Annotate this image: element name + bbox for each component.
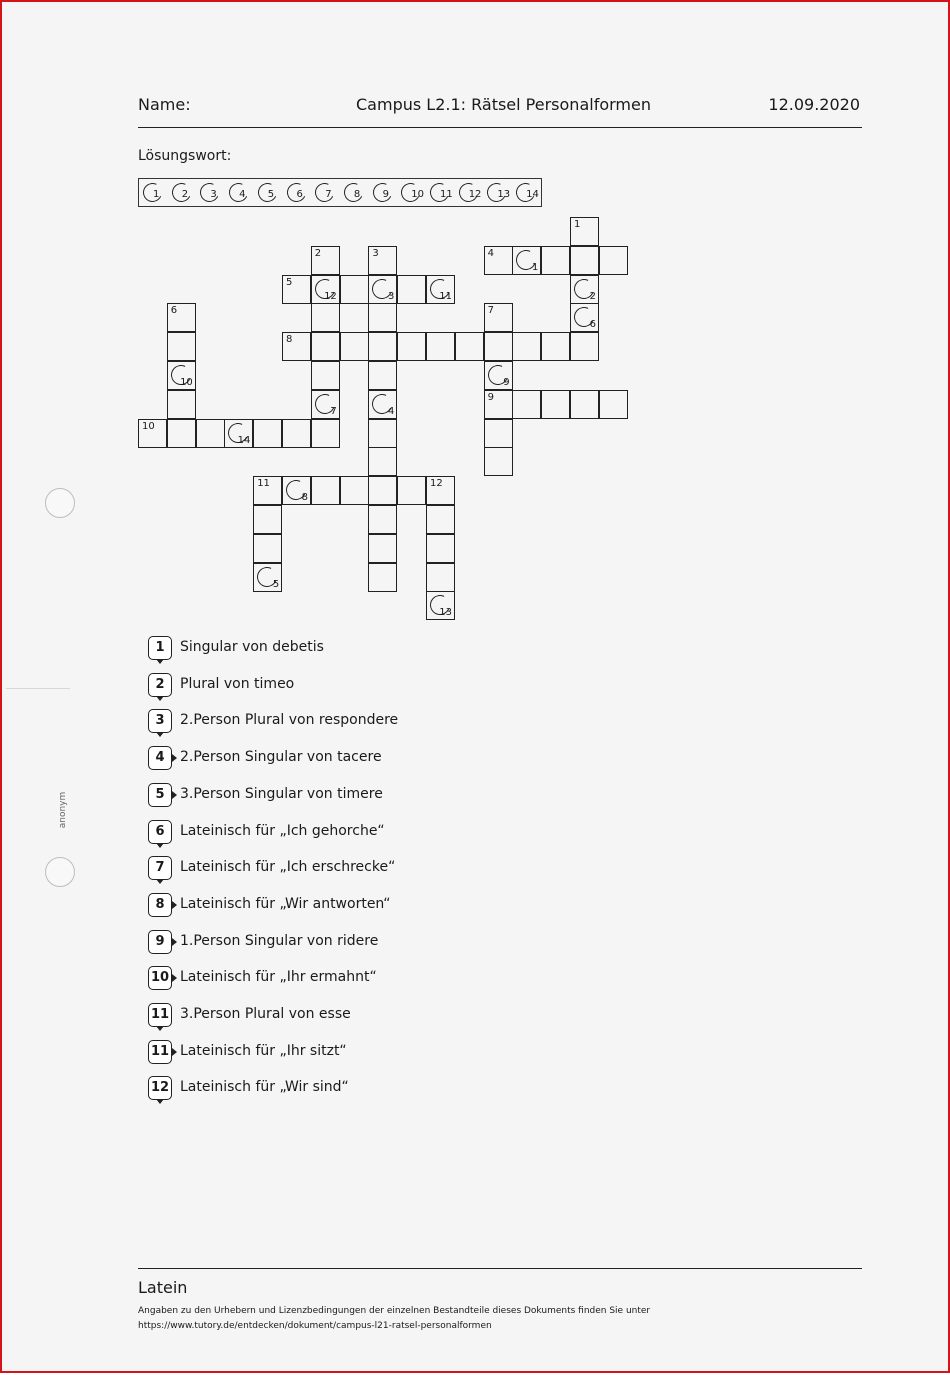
crossword-cell[interactable]	[541, 332, 570, 361]
crossword-cell[interactable]	[368, 332, 397, 361]
crossword-cell[interactable]	[167, 361, 196, 390]
crossword-cell[interactable]	[484, 332, 513, 361]
crossword-cell[interactable]	[311, 419, 340, 448]
crossword-cell[interactable]	[167, 419, 196, 448]
crossword-cell[interactable]	[484, 390, 513, 419]
word-number: 5	[286, 276, 293, 288]
worksheet-date: 12.09.2020	[768, 95, 860, 114]
crossword-cell[interactable]	[138, 419, 167, 448]
clue-item	[148, 673, 548, 699]
crossword-cell[interactable]	[426, 591, 455, 620]
footer-rule	[138, 1268, 862, 1269]
crossword-cell[interactable]	[282, 476, 311, 505]
word-number: 12	[430, 478, 443, 490]
clue-text: 2.Person Plural von respondere	[180, 712, 399, 729]
solution-slot[interactable]	[514, 182, 538, 204]
clue-number-badge: 10	[148, 966, 172, 990]
solution-index: 14	[237, 434, 251, 446]
clue-text: 1.Person Singular von ridere	[180, 932, 379, 949]
crossword-cell[interactable]	[311, 303, 340, 332]
solution-index: 8	[301, 492, 308, 504]
solution-slot[interactable]	[371, 182, 395, 204]
arrow-right-icon	[172, 754, 177, 762]
clue-item	[148, 1076, 548, 1102]
crossword-cell[interactable]	[599, 246, 628, 275]
crossword-cell[interactable]	[311, 390, 340, 419]
crossword-cell[interactable]	[340, 275, 369, 304]
crossword-cell[interactable]	[340, 476, 369, 505]
crossword-cell[interactable]	[484, 447, 513, 476]
solution-slot-number: 11	[440, 189, 453, 200]
solution-slot-number: 7	[325, 189, 332, 200]
solution-index: 5	[272, 578, 280, 590]
crossword-cell[interactable]	[368, 390, 397, 419]
word-number: 10	[142, 420, 155, 432]
footer-note-line2: https://www.tutory.de/entdecken/dokument/campus-l21-ratsel-personalformen	[138, 1321, 492, 1331]
crossword-cell[interactable]	[368, 447, 397, 476]
solution-slot-number: 13	[497, 189, 511, 200]
crossword-cell[interactable]	[368, 534, 397, 563]
clue-text: Plural von timeo	[180, 675, 295, 692]
solution-circle-icon	[312, 276, 338, 302]
solution-index: 7	[330, 405, 337, 417]
crossword-cell[interactable]	[426, 534, 455, 563]
solution-label: Lösungswort:	[138, 148, 232, 164]
solution-slot-number: 2	[181, 189, 189, 200]
clue-number-badge: 12	[148, 1076, 172, 1100]
clue-text: Lateinisch für „Ihr ermahnt“	[180, 969, 377, 986]
arrow-down-icon	[156, 732, 164, 737]
word-number: 1	[574, 219, 581, 230]
footer-subject: Latein	[138, 1278, 188, 1297]
arrow-down-icon	[156, 1099, 164, 1104]
solution-slot[interactable]	[457, 182, 481, 204]
crossword-cell[interactable]	[311, 246, 340, 275]
word-number: 11	[257, 478, 270, 490]
header-rule	[138, 127, 862, 128]
solution-slot-number: 8	[353, 189, 361, 200]
arrow-right-icon	[172, 791, 177, 799]
clue-number-badge: 1	[148, 636, 172, 660]
clue-item	[148, 1040, 548, 1066]
crossword-cell[interactable]	[167, 390, 196, 419]
solution-circle-icon	[370, 391, 396, 417]
footer-note-line1: Angaben zu den Urhebern und Lizenzbedingungen der einzelnen Bestandteile dieses Dokuments finden Sie unter	[138, 1306, 651, 1316]
word-number: 3	[372, 247, 379, 259]
crossword-cell[interactable]	[368, 361, 397, 390]
solution-slot[interactable]	[227, 182, 251, 204]
crossword-cell[interactable]	[282, 419, 311, 448]
solution-slot-number: 14	[526, 189, 539, 200]
crossword-cell[interactable]	[541, 246, 570, 275]
crossword-cell[interactable]	[368, 419, 397, 448]
crossword-cell[interactable]	[455, 332, 484, 361]
solution-circle-icon	[168, 362, 194, 388]
clue-text: 3.Person Singular von timere	[180, 785, 383, 802]
crossword-cell[interactable]	[426, 332, 455, 361]
solution-circle-icon	[571, 305, 597, 331]
clue-number-badge: 7	[148, 856, 172, 880]
punch-hole-top	[45, 488, 75, 518]
solution-slot[interactable]	[399, 182, 423, 204]
arrow-down-icon	[156, 843, 164, 848]
crossword-cell[interactable]	[484, 303, 513, 332]
worksheet-title: Campus L2.1: Rätsel Personalformen	[356, 95, 651, 114]
clue-number-badge: 9	[148, 930, 172, 954]
clue-number-badge: 3	[148, 709, 172, 733]
solution-slot[interactable]	[198, 182, 222, 204]
solution-slot-number: 1	[153, 189, 160, 200]
clue-number-badge: 2	[148, 673, 172, 697]
crossword-cell[interactable]	[253, 563, 282, 592]
solution-index: 4	[388, 405, 395, 417]
solution-slot-number: 6	[296, 189, 303, 200]
solution-index: 9	[503, 377, 510, 388]
crossword-cell[interactable]	[196, 419, 225, 448]
solution-slot[interactable]	[313, 182, 337, 204]
clue-text: 3.Person Plural von esse	[180, 1006, 351, 1022]
crossword-cell[interactable]	[311, 332, 340, 361]
crossword-cell[interactable]	[512, 332, 541, 361]
crossword-cell[interactable]	[282, 275, 311, 304]
arrow-down-icon	[156, 696, 164, 701]
crossword-cell[interactable]	[484, 419, 513, 448]
fold-mark	[6, 688, 70, 689]
solution-slot[interactable]	[428, 182, 452, 204]
clue-text: Singular von debetis	[180, 639, 324, 655]
arrow-right-icon	[172, 974, 177, 982]
crossword-cell[interactable]	[484, 246, 513, 275]
clue-number-badge: 4	[148, 746, 172, 770]
solution-circle-icon	[370, 276, 396, 302]
solution-circle-icon	[226, 420, 252, 446]
crossword-cell[interactable]	[397, 476, 426, 505]
crossword-cell[interactable]	[282, 332, 311, 361]
crossword-cell[interactable]	[570, 332, 599, 361]
solution-slot[interactable]	[342, 182, 366, 204]
solution-index: 2	[589, 290, 596, 302]
clue-item	[148, 636, 548, 662]
clue-text: Lateinisch für „Ich gehorche“	[180, 822, 385, 839]
solution-circle-icon	[514, 247, 540, 273]
solution-index: 10	[180, 377, 193, 388]
word-number: 9	[487, 391, 494, 403]
clue-text: Lateinisch für „Ich erschrecke“	[180, 859, 396, 876]
clue-item	[148, 966, 548, 992]
crossword-cell[interactable]	[167, 303, 196, 332]
solution-slot[interactable]	[170, 182, 194, 204]
clue-item	[148, 783, 548, 809]
crossword-cell[interactable]	[426, 505, 455, 534]
solution-index: 6	[589, 319, 596, 331]
arrow-down-icon	[156, 659, 164, 664]
clue-item	[148, 1003, 548, 1029]
clue-text: Lateinisch für „Wir sind“	[180, 1079, 349, 1096]
solution-slot-number: 3	[210, 189, 217, 200]
crossword-cell[interactable]	[311, 361, 340, 390]
clue-number-badge: 11	[148, 1040, 172, 1064]
clue-item	[148, 856, 548, 882]
crossword-cell[interactable]	[368, 303, 397, 332]
crossword-cell[interactable]	[397, 275, 426, 304]
clue-text: Lateinisch für „Ihr sitzt“	[180, 1042, 347, 1059]
crossword-cell[interactable]	[512, 246, 541, 275]
arrow-right-icon	[172, 1048, 177, 1056]
solution-circle-icon	[427, 593, 453, 619]
clue-number-badge: 6	[148, 820, 172, 844]
solution-circle-icon	[283, 477, 309, 503]
arrow-right-icon	[172, 901, 177, 909]
word-number: 6	[170, 305, 178, 317]
clue-item	[148, 746, 548, 772]
crossword-cell[interactable]	[484, 361, 513, 390]
solution-word-strip	[138, 178, 542, 207]
clue-item	[148, 709, 548, 735]
solution-index: 1	[532, 261, 539, 273]
word-number: 2	[314, 247, 322, 259]
arrow-down-icon	[156, 879, 164, 884]
clue-item	[148, 820, 548, 846]
clue-number-badge: 11	[148, 1003, 172, 1027]
clue-item	[148, 930, 548, 956]
solution-index: 12	[324, 290, 337, 302]
solution-slot[interactable]	[285, 182, 309, 204]
solution-index: 3	[388, 290, 395, 302]
clue-text: 2.Person Singular von tacere	[180, 749, 382, 766]
clue-number-badge: 8	[148, 893, 172, 917]
crossword-cell[interactable]	[512, 390, 541, 419]
solution-circle-icon	[254, 564, 280, 590]
clue-item	[148, 893, 548, 919]
crossword-cell[interactable]	[570, 390, 599, 419]
crossword-cell[interactable]	[311, 476, 340, 505]
punch-hole-bottom	[45, 857, 75, 887]
arrow-right-icon	[172, 938, 177, 946]
word-number: 4	[487, 247, 494, 259]
solution-circle-icon	[485, 362, 511, 388]
crossword-cell[interactable]	[397, 332, 426, 361]
crossword-cell[interactable]	[253, 505, 282, 534]
crossword-cell[interactable]	[253, 476, 282, 505]
crossword-cell[interactable]	[426, 563, 455, 592]
name-label: Name:	[138, 95, 191, 114]
crossword-cell[interactable]	[253, 534, 282, 563]
solution-slot[interactable]	[485, 182, 509, 204]
crossword-cell[interactable]	[167, 332, 196, 361]
crossword-cell[interactable]	[368, 505, 397, 534]
crossword-cell[interactable]	[224, 419, 253, 448]
crossword-cell[interactable]	[340, 332, 369, 361]
solution-slot[interactable]	[141, 182, 165, 204]
solution-slot-number: 12	[468, 189, 482, 200]
solution-index: 13	[439, 607, 452, 619]
crossword-cell[interactable]	[570, 217, 599, 246]
solution-slot-number: 9	[382, 189, 389, 200]
solution-slot-number: 4	[239, 189, 246, 200]
word-number: 7	[487, 305, 494, 317]
arrow-down-icon	[156, 1026, 164, 1031]
crossword-cell[interactable]	[541, 390, 570, 419]
crossword-cell[interactable]	[570, 275, 599, 304]
solution-circle-icon	[571, 276, 597, 302]
solution-slot[interactable]	[256, 182, 280, 204]
clue-text: Lateinisch für „Wir antworten“	[180, 895, 391, 912]
crossword-cell[interactable]	[368, 246, 397, 275]
crossword-cell[interactable]	[570, 303, 599, 332]
crossword-cell[interactable]	[253, 419, 282, 448]
solution-slot-number: 10	[411, 189, 425, 200]
crossword-cell[interactable]	[570, 246, 599, 275]
word-number: 8	[286, 334, 293, 346]
crossword-cell[interactable]	[368, 275, 397, 304]
solution-circle-icon	[312, 391, 338, 417]
solution-slot-number: 5	[267, 189, 275, 200]
solution-circle-icon	[427, 276, 453, 302]
crossword-cell[interactable]	[368, 563, 397, 592]
crossword-cell[interactable]	[426, 275, 455, 304]
clue-number-badge: 5	[148, 783, 172, 807]
crossword-cell[interactable]	[426, 476, 455, 505]
crossword-cell[interactable]	[311, 275, 340, 304]
margin-anonym-label: anonym	[58, 791, 68, 829]
solution-index: 11	[439, 290, 452, 302]
crossword-cell[interactable]	[368, 476, 397, 505]
crossword-cell[interactable]	[599, 390, 628, 419]
